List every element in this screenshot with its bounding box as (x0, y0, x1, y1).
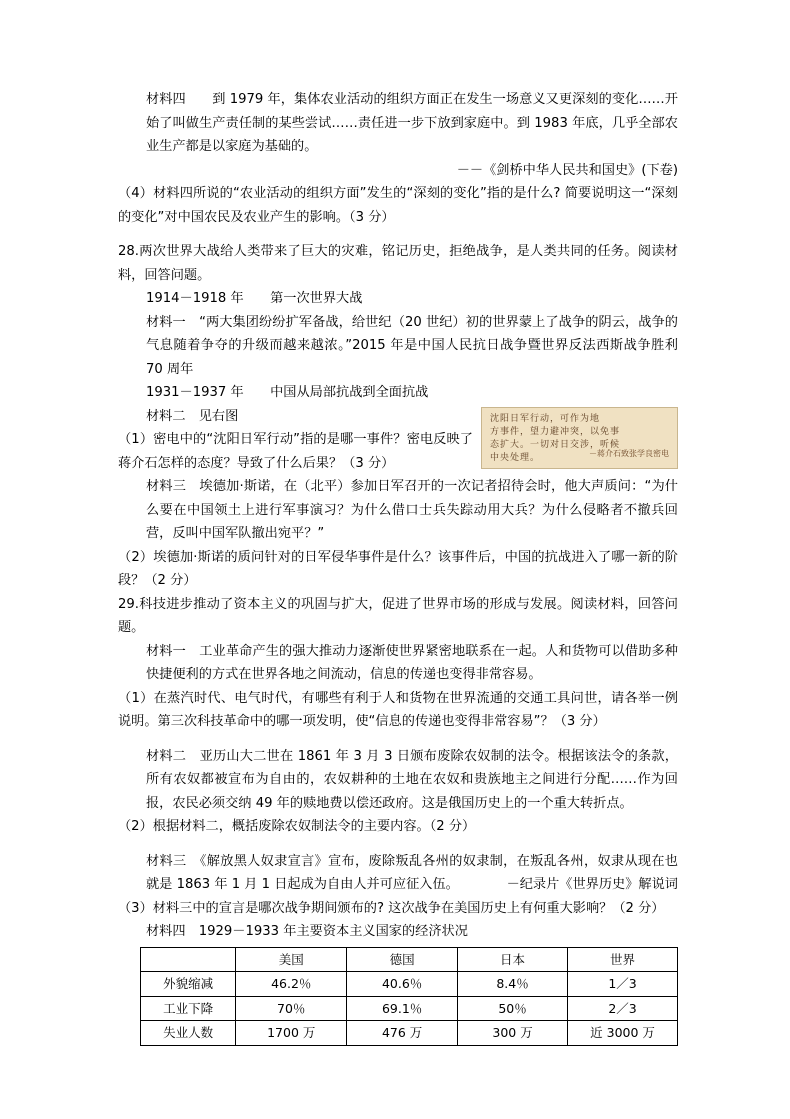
table-cell-1-1: 69.1％ (347, 996, 458, 1021)
table-cell-0-2: 8.4％ (458, 972, 568, 997)
telegram-signature: －蒋介石致张学良密电 (589, 449, 669, 458)
q28-material-three: 材料三 埃德加·斯诺，在（北平）参加日军召开的一次记者招待会时，他大声质问：“为什么要在中国领土上进行军事演习？为什么借口士兵失踪动用大兵？为什么侵略者不撤兵回营，反叫中国军队撤出宛平？” (146, 479, 678, 541)
telegram-line-2: 方事件，望力避冲突，以免事 (490, 426, 621, 437)
document-body (118, 88, 678, 1046)
telegram-image (481, 407, 678, 469)
q28-question-2: （2）埃德加·斯诺的质问针对的日军侵华事件是什么？该事件后，中国的抗战进入了哪一新的阶段？（2 分） (118, 549, 678, 588)
table-row-label-0: 外貌缩减 (141, 972, 236, 997)
table-row-label-2: 失业人数 (141, 1021, 236, 1046)
q29-material-one: 材料一 工业革命产生的强大推动力逐渐使世界紧密地联系在一起。人和货物可以借助多种快捷便利的方式在世界各地之间流动，信息的传递也变得非常容易。 (146, 643, 678, 682)
q29-material-two: 材料二 亚历山大二世在 1861 年 3 月 3 日颁布废除农奴制的法令。根据该法令的条款，所有农奴都被宣布为自由的，农奴耕种的土地在农奴和贵族地主之间进行分配……作为回报，农民必须交纳 49 年的赎地费以偿还政府。这是俄国历史上的一个重大转折点。 (146, 748, 678, 811)
q29-material-four: 材料四 1929－1933 年主要资本主义国家的经济状况 (146, 924, 468, 939)
paragraph-material-four-1979: 材料四 到 1979 年，集体农业活动的组织方面正在发生一场意义又更深刻的变化……开始了叫做生产责任制的某些尝试……责任进一步下放到家庭中。到 1983 年底，几乎全部农业生产都是以家庭为基础的。 (146, 92, 678, 154)
table-cell-0-1: 40.6％ (347, 972, 458, 997)
source-cambridge-history: －－《剑桥中华人民共和国史》(下卷) (456, 162, 678, 178)
question-28-stem: 28.两次世界大战给人类带来了巨大的灾难，铭记历史，拒绝战争，是人类共同的任务。阅读材料，回答问题。 (118, 244, 678, 283)
table-col-header-0: 美国 (236, 947, 347, 972)
table-row (141, 996, 678, 1021)
q29-question-2: （2）根据材料二，概括废除农奴制法令的主要内容。（2 分） (118, 819, 476, 834)
table-cell-0-0: 46.2％ (236, 972, 347, 997)
question-4: （4）材料四所说的“农业活动的组织方面”发生的“深刻的变化”指的是什么? 简要说明这一“深刻的变化”对中国农民及农业产生的影响。（3 分） (118, 186, 678, 225)
anti-japanese-war-heading: 1931－1937 年 中国从局部抗战到全面抗战 (146, 385, 429, 400)
q29-material-three-source: －纪录片《世界历史》解说词 (506, 877, 678, 892)
q29-question-3: （3）材料三中的宣言是哪次战争期间颁布的? 这次战争在美国历史上有何重大影响？（2 分） (118, 900, 665, 916)
q28-material-one: 材料一 “两大集团纷纷扩军备战，给世纪（20 世纪）初的世界蒙上了战争的阴云，战争的气息随着争夺的升级而越来越浓。”2015 年是中国人民抗日战争暨世界反法西斯战争胜利 70 周年 (146, 314, 678, 377)
table-cell-2-3: 近 3000 万 (568, 1021, 678, 1046)
table-col-header-1: 德国 (347, 947, 458, 972)
table-cell-0-3: 1／3 (568, 972, 678, 997)
telegram-line-1: 沈阳日军行动，可作为地 (490, 413, 601, 424)
table-cell-1-0: 70％ (236, 996, 347, 1021)
table-row (141, 1021, 678, 1046)
q29-question-1: （1）在蒸汽时代、电气时代，有哪些有利于人和货物在世界流通的交通工具问世，请各举一例说明。第三次科技革命中的哪一项发明，使“信息的传递也变得非常容易”？（3 分） (118, 690, 678, 729)
table-cell-1-2: 50％ (458, 996, 568, 1021)
table-header-row (141, 947, 678, 972)
table-col-header-2: 日本 (458, 947, 568, 972)
table-col-header-3: 世界 (568, 947, 678, 972)
q28-material-two: 材料二 见右图 (146, 408, 239, 424)
table-cell-2-2: 300 万 (458, 1021, 568, 1046)
telegram-line-4: 中央处理。 (490, 452, 541, 463)
ww1-heading: 1914－1918 年 第一次世界大战 (146, 291, 363, 306)
table-cell-1-3: 2／3 (568, 996, 678, 1021)
q29-material-three: 材料三 《解放黑人奴隶宣言》宣布，废除叛乱各州的奴隶制，在叛乱各州，奴隶从现在也就是 1863 年 1 月 1 日起成为自由人并可应征入伍。 (146, 853, 678, 892)
table-row (141, 972, 678, 997)
table-row-label-1: 工业下降 (141, 996, 236, 1021)
economic-situation-table (140, 947, 678, 1046)
table-cell-2-0: 1700 万 (236, 1021, 347, 1046)
q28-question-1: （1）密电中的“沈阳日军行动”指的是哪一事件？密电反映了蒋介石怎样的态度？导致了什么后果？（3 分） (118, 432, 473, 471)
table-corner-cell (141, 947, 236, 972)
table-cell-2-1: 476 万 (347, 1021, 458, 1046)
telegram-line-3: 态扩大。一切对日交涉，听候 (490, 439, 621, 450)
question-29-stem: 29.科技进步推动了资本主义的巩固与扩大，促进了世界市场的形成与发展。阅读材料，回答问题。 (118, 596, 678, 635)
